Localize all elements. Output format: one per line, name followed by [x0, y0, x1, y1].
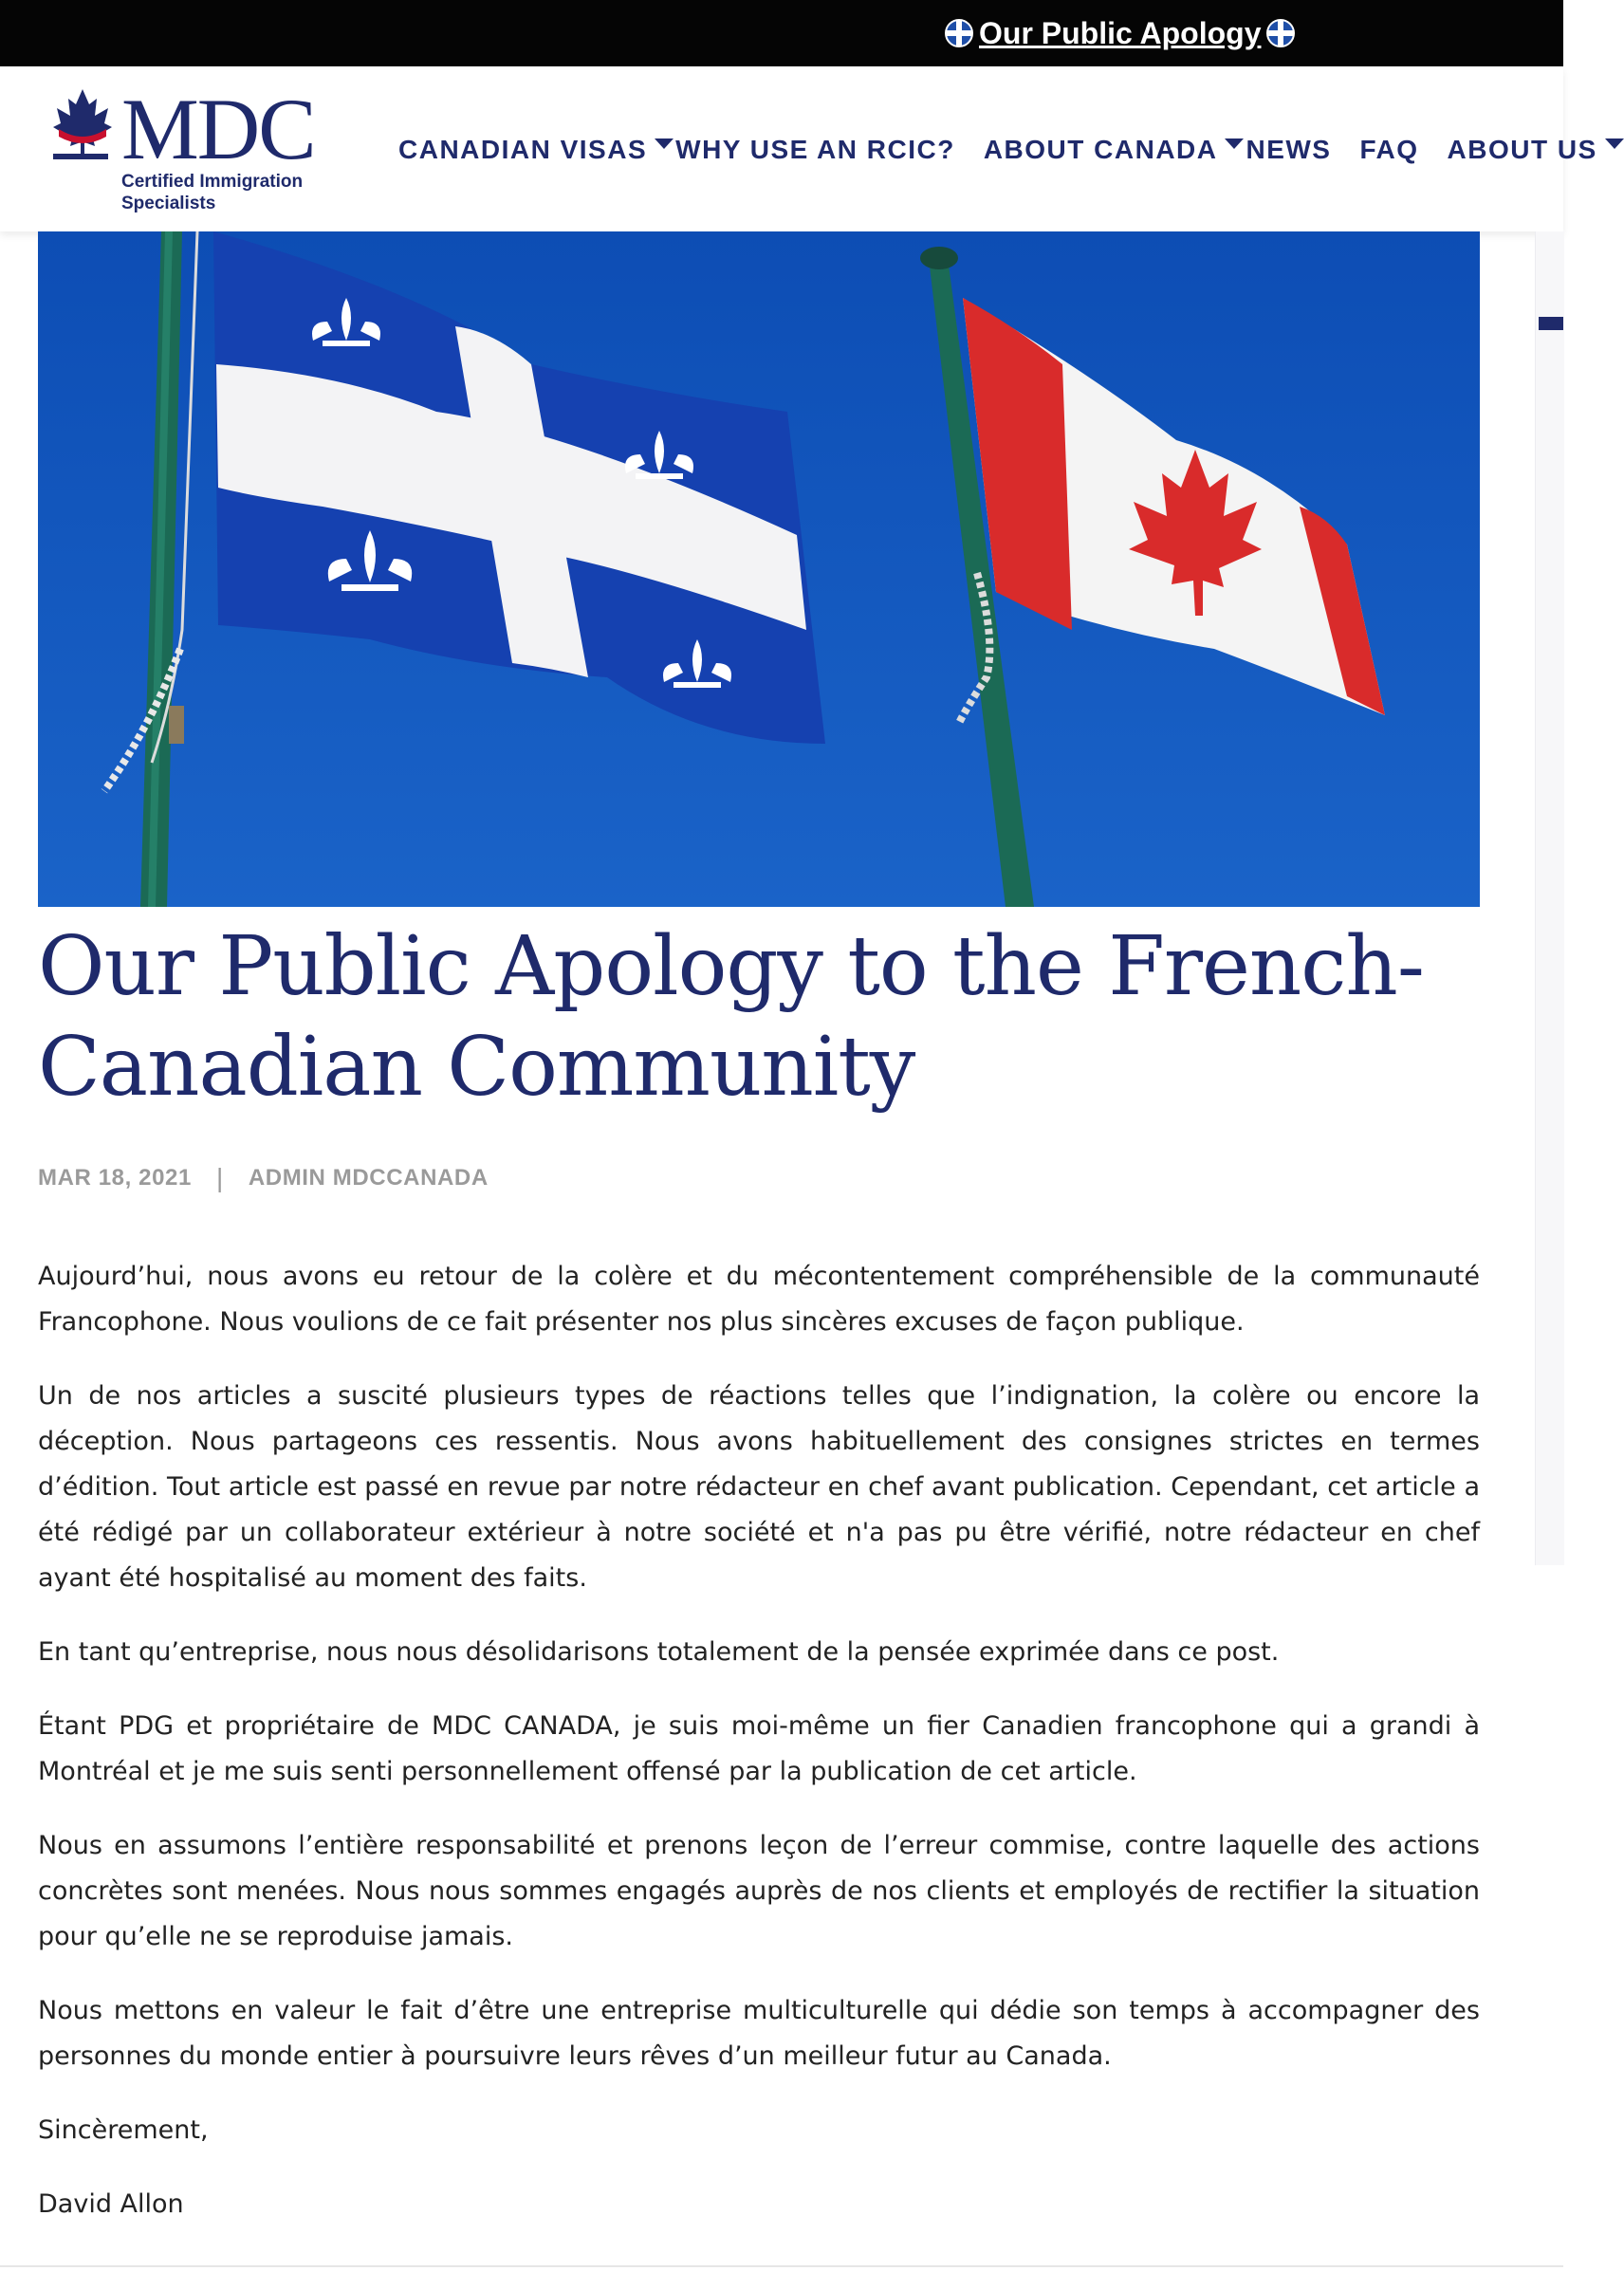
quebec-flag-icon	[1266, 19, 1295, 47]
chevron-down-icon	[1225, 138, 1244, 149]
article-author[interactable]: ADMIN MDCCANADA	[248, 1165, 489, 1191]
article-signature: David Allon	[38, 2189, 184, 2219]
nav-why-use-rcic[interactable]	[675, 135, 955, 165]
nav-label: CANADIAN VISAS	[398, 135, 648, 164]
nav-about-us[interactable]	[1448, 135, 1624, 165]
footer-divider	[0, 2265, 1563, 2267]
nav-news[interactable]	[1246, 135, 1331, 165]
main-nav	[398, 131, 1624, 169]
hero-image	[38, 231, 1480, 907]
sidebar-accent-bar	[1539, 317, 1563, 330]
nav-label: ABOUT CANADA	[983, 135, 1218, 164]
article-paragraph: Nous en assumons l’entière responsabilité et prenons leçon de l’erreur commise, contre laquelle des actions concrètes sont menées. Nous nous sommes engagés auprès de nos clients et employés de rectifier la situation pour qu’elle ne se reproduise jamais.	[38, 1831, 1480, 1951]
nav-label: WHY USE AN RCIC?	[675, 135, 955, 164]
announcement-bar	[0, 0, 1563, 66]
article-closing: Sincèrement,	[38, 2115, 209, 2145]
article-meta	[38, 1163, 489, 1193]
public-apology-label: Our Public Apology	[979, 15, 1262, 50]
mdc-logo[interactable]	[51, 81, 326, 213]
site-header	[0, 66, 1597, 231]
nav-label: FAQ	[1359, 135, 1419, 164]
article-paragraph: Aujourd’hui, nous avons eu retour de la colère et du mécontentement compréhensible de la communauté Francophone. Nous voulions de ce fait présenter nos plus sincères excuses de façon publique.	[38, 1262, 1480, 1337]
public-apology-link[interactable]	[945, 13, 1295, 53]
nav-label: NEWS	[1246, 135, 1332, 164]
logo-tagline: Certified Immigration Specialists	[121, 172, 304, 213]
article-paragraph: En tant qu’entreprise, nous nous désolidarisons totalement de la pensée exprimée dans ce post.	[38, 1637, 1280, 1667]
nav-faq[interactable]	[1359, 135, 1418, 165]
article-paragraph: Nous mettons en valeur le fait d’être une entreprise multiculturelle qui dédie son temps à accompagner des personnes du monde entier à poursuivre leurs rêves d’un meilleur futur au Canada.	[38, 1996, 1480, 2071]
nav-label: ABOUT US	[1447, 135, 1597, 164]
article-date: MAR 18, 2021	[38, 1165, 192, 1191]
article-title: Our Public Apology to the French-Canadian Community	[38, 919, 1424, 1115]
chevron-down-icon	[655, 138, 674, 149]
chevron-down-icon	[1605, 138, 1624, 149]
article-body	[38, 1254, 1480, 2256]
flags-illustration	[38, 231, 1480, 907]
meta-divider: |	[215, 1163, 224, 1192]
quebec-flag-icon	[945, 19, 973, 47]
nav-canadian-visas[interactable]	[398, 135, 674, 165]
article-paragraph: Un de nos articles a suscité plusieurs types de réactions telles que l’indignation, la colère ou encore la déception. Nous partageons ces ressentis. Nous avons habituellement des consignes strictes en termes d’édition. Tout article est passé en revue par notre rédacteur en chef avant publication. Cependant, cet article a été rédigé par un collaborateur extérieur à notre société et n'a pas pu être vérifié, notre rédacteur en chef ayant été hospitalisé au moment des faits.	[38, 1381, 1480, 1593]
nav-about-canada[interactable]	[984, 135, 1245, 165]
article-paragraph: Étant PDG et propriétaire de MDC CANADA, je suis moi-même un fier Canadien francophone qui a grandi à Montréal et je me suis senti personnellement offensé par la publication de cet article.	[38, 1711, 1480, 1786]
logo-wordmark: MDC	[121, 81, 315, 177]
sidebar-panel	[1535, 231, 1564, 1565]
maple-leaf-icon	[51, 87, 114, 165]
